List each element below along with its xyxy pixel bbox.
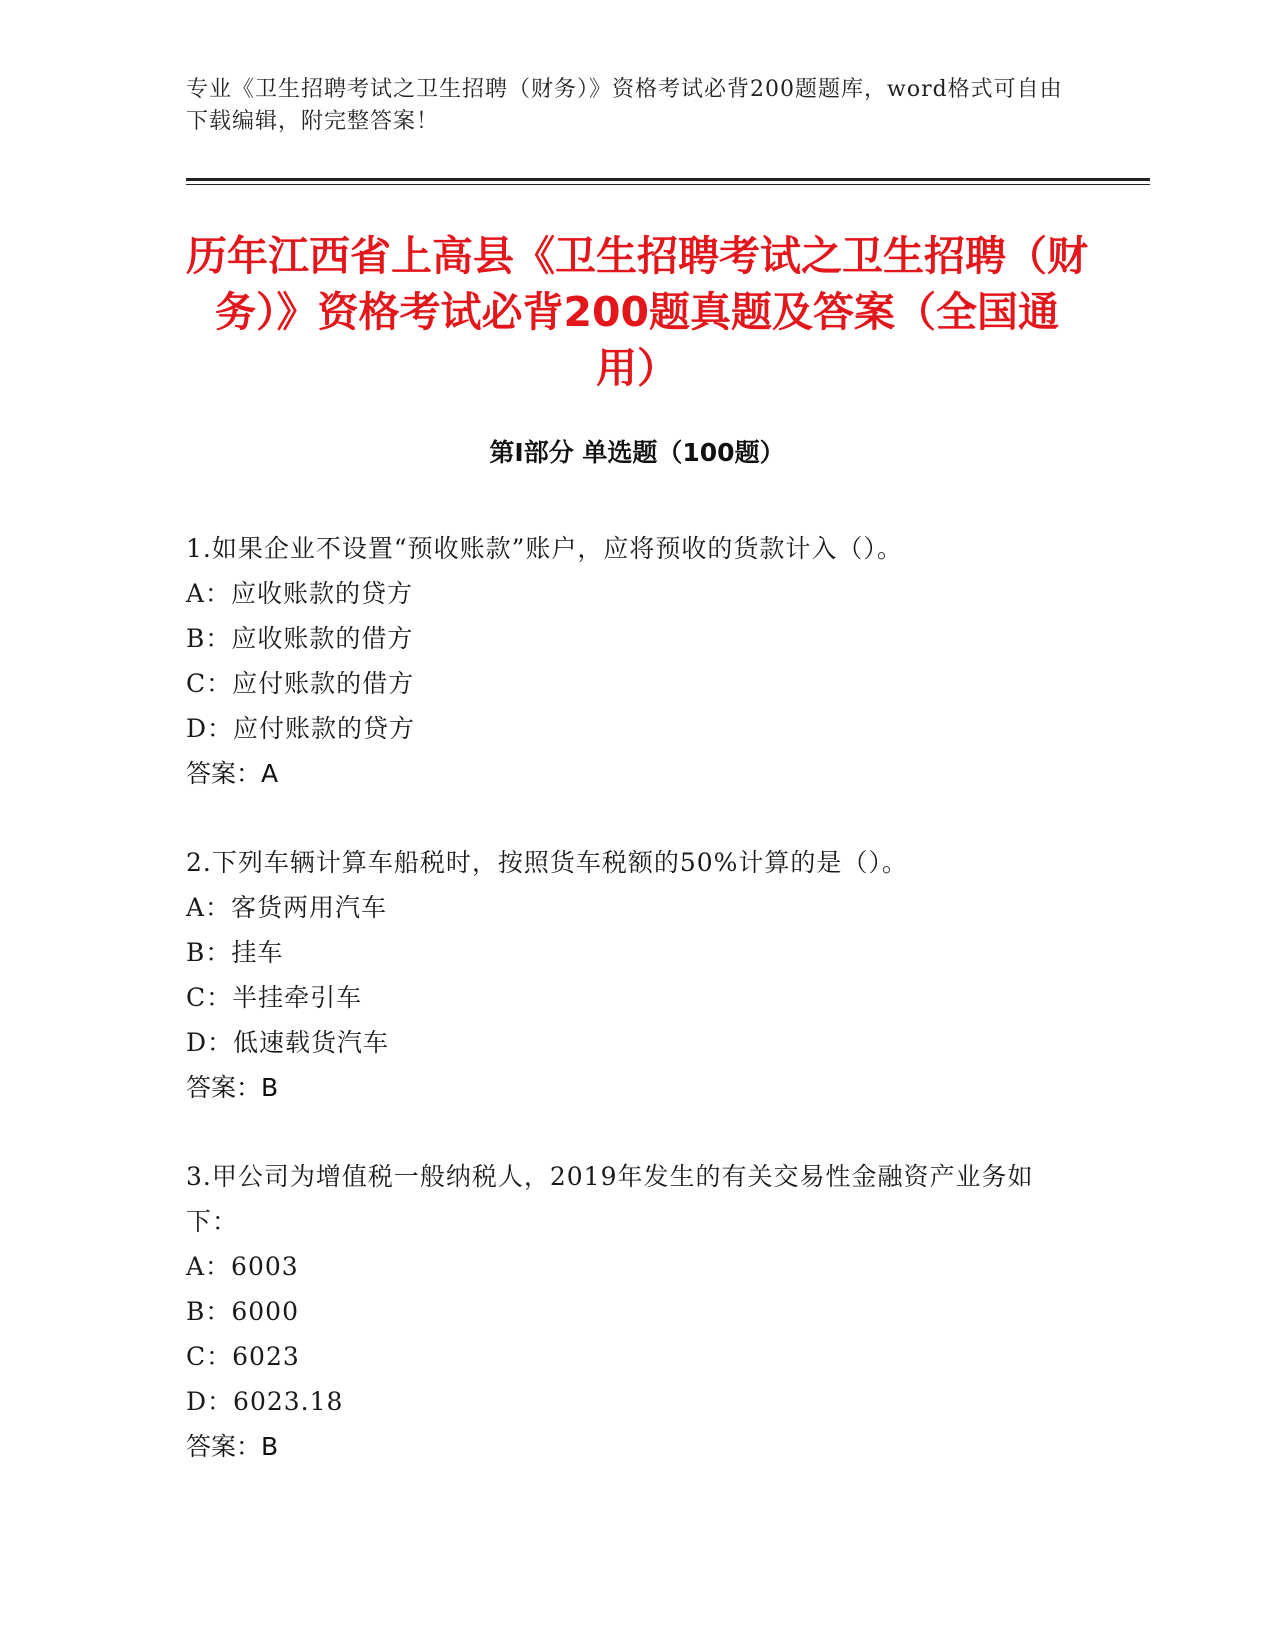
answer: 答案：B (186, 1432, 279, 1461)
header-note: 专业《卫生招聘考试之卫生招聘（财务）》资格考试必背200题题库，word格式可自由下载编辑，附完整答案！ (186, 77, 1063, 134)
header-divider-thin (186, 184, 1150, 185)
answer: 答案：A (186, 759, 279, 788)
question-stem: 2.下列车辆计算车船税时，按照货车税额的50%计算的是（）。 (186, 848, 908, 877)
question-list (186, 526, 1066, 1513)
option-b: B：6000 (186, 1297, 299, 1326)
document-title: 历年江西省上高县《卫生招聘考试之卫生招聘（财务）》资格考试必背200题真题及答案（全国通用） (186, 232, 1088, 392)
option-d: D：低速载货汽车 (186, 1028, 390, 1057)
option-c: C：6023 (186, 1342, 300, 1371)
option-b: B：挂车 (186, 938, 284, 967)
option-a: A：应收账款的贷方 (186, 579, 414, 608)
section-title: 第Ⅰ部分 单选题（100题） (489, 438, 785, 467)
option-d: D：应付账款的贷方 (186, 714, 416, 743)
option-a: A：客货两用汽车 (186, 893, 388, 922)
question-2 (186, 840, 1066, 1110)
option-a: A：6003 (186, 1252, 299, 1281)
answer: 答案：B (186, 1073, 279, 1102)
option-b: B：应收账款的借方 (186, 624, 414, 653)
header-divider-thick (186, 178, 1150, 181)
option-c: C：应付账款的借方 (186, 669, 415, 698)
question-stem: 3.甲公司为增值税一般纳税人，2019年发生的有关交易性金融资产业务如下： (186, 1162, 1034, 1236)
option-c: C：半挂牵引车 (186, 983, 363, 1012)
question-3 (186, 1154, 1066, 1469)
option-d: D：6023.18 (186, 1387, 344, 1416)
question-1 (186, 526, 1066, 796)
question-stem: 1.如果企业不设置“预收账款”账户，应将预收的货款计入（）。 (186, 534, 903, 563)
